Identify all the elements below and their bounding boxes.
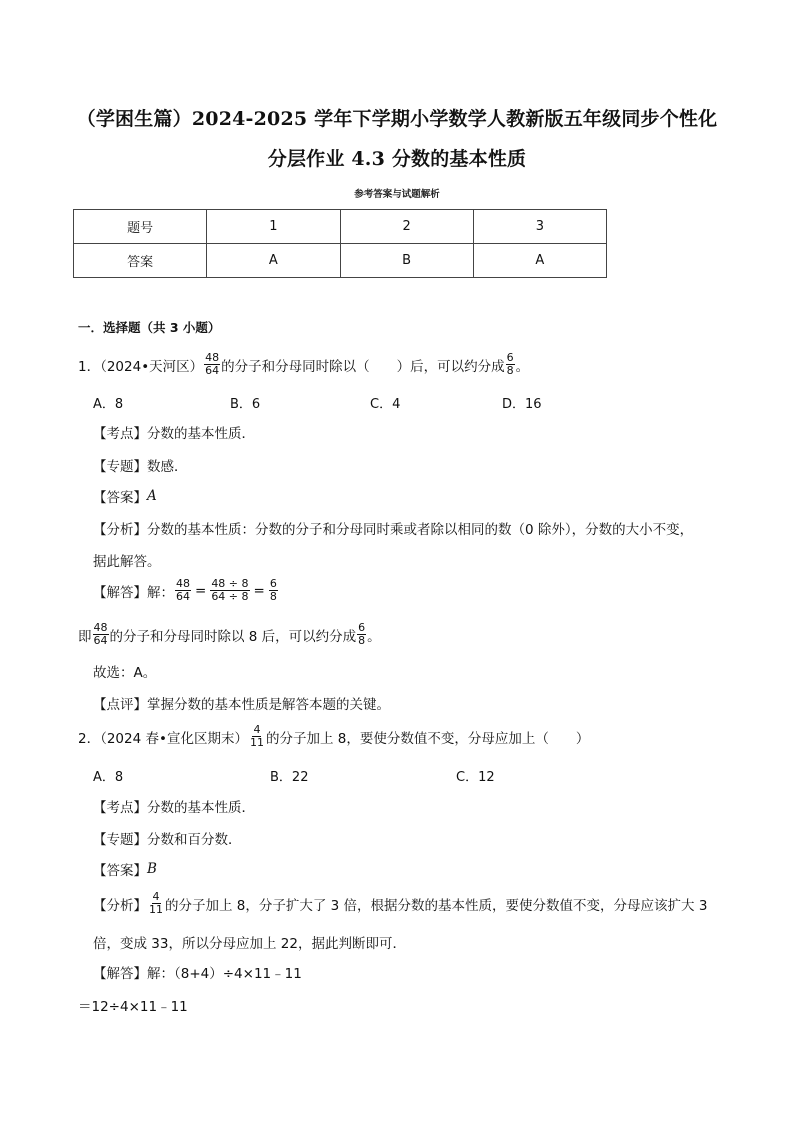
fraction-denominator: 64 — [93, 634, 108, 647]
label-tag: 【考点】 — [93, 426, 147, 442]
option-c: C．4 — [370, 397, 401, 412]
fraction-numerator: 48 — [205, 351, 220, 364]
fraction — [269, 578, 278, 603]
fraction-denominator: 64 — [176, 590, 190, 603]
fraction-denominator: 11 — [149, 903, 163, 916]
table-row — [74, 244, 607, 278]
fraction — [249, 724, 265, 749]
table-cell: 1 — [207, 210, 340, 244]
option-b: B．6 — [230, 397, 261, 412]
answer-table — [73, 209, 607, 278]
q1-conclusion — [78, 622, 381, 647]
q1-fenxi-continued: 据此解答。 — [93, 554, 161, 570]
q1-zhuanti — [93, 455, 188, 475]
label-content: 。 — [367, 628, 381, 645]
q1-dianping — [93, 693, 390, 713]
label-content: 数感． — [147, 459, 188, 475]
question-2-stem — [78, 724, 589, 749]
table-cell: 2 — [340, 210, 473, 244]
fraction — [506, 352, 515, 377]
fraction-numerator: 4 — [253, 723, 261, 736]
question-2-prefix: 2．（2024 春•宣化区期末） — [78, 730, 248, 747]
table-cell: 题号 — [74, 210, 207, 244]
label-tag: 【专题】 — [93, 832, 147, 848]
document-title-line-1: （学困生篇）2024-2025 学年下学期小学数学人教新版五年级同步个性化 — [76, 108, 718, 130]
label-content: 分数的基本性质：分数的分子和分母同时乘或者除以相同的数（0 除外），分数的大小不变， — [147, 522, 694, 538]
q2-jieda — [93, 962, 302, 982]
equals-sign: = — [253, 582, 265, 599]
document-subtitle: 参考答案与试题解析 — [354, 189, 440, 200]
option-a: A．8 — [93, 770, 124, 785]
table-cell: 3 — [473, 210, 606, 244]
document-title-line-2: 分层作业 4.3 分数的基本性质 — [267, 148, 527, 170]
label-content: 解： — [147, 584, 174, 601]
option-b: B．22 — [270, 770, 309, 785]
label-tag: 【分析】 — [93, 897, 147, 914]
label-content: 解：（8+4）÷4×11﹣11 — [147, 966, 302, 982]
fraction-denominator: 8 — [506, 364, 514, 377]
question-1-prefix: 1．（2024•天河区） — [78, 358, 204, 375]
fraction-denominator: 64 ÷ 8 — [211, 590, 249, 603]
label-content: 的分子加上 8，分子扩大了 3 倍，根据分数的基本性质，要使分数值不变，分母应该扩大 3 — [165, 897, 708, 914]
q1-kaodian — [93, 422, 255, 442]
answer-value: B — [147, 861, 157, 877]
q1-jieda — [93, 578, 279, 603]
table-cell: 答案 — [74, 244, 207, 278]
label-content: 即 — [78, 628, 92, 645]
table-cell: A — [207, 244, 340, 278]
fraction — [175, 578, 191, 603]
q2-kaodian — [93, 796, 255, 816]
option-a: A．8 — [93, 397, 124, 412]
fraction-denominator: 8 — [358, 634, 366, 647]
table-cell: B — [340, 244, 473, 278]
label-tag: 【答案】 — [93, 863, 147, 879]
section-title: 一．选择题（共 3 小题） — [78, 320, 221, 335]
label-content: 分数和百分数． — [147, 832, 242, 848]
question-2-middle: 的分子加上 8，要使分数值不变，分母应加上（ ） — [265, 730, 590, 747]
fraction-numerator: 48 — [93, 621, 108, 634]
fraction-numerator: 4 — [152, 890, 160, 903]
fraction — [93, 622, 109, 647]
option-d: D．16 — [502, 397, 542, 412]
fraction — [357, 622, 366, 647]
option-c: C．12 — [456, 770, 495, 785]
label-content: 分数的基本性质． — [147, 800, 255, 816]
table-row — [74, 210, 607, 244]
fraction — [148, 891, 164, 916]
q1-guxuan: 故选：A。 — [93, 665, 157, 681]
fraction — [210, 578, 249, 603]
q1-fenxi — [93, 518, 693, 538]
fraction-numerator: 6 — [358, 621, 366, 634]
table-cell: A — [473, 244, 606, 278]
q2-fenxi-continued: 倍，变成 33，所以分母应加上 22，据此判断即可． — [93, 936, 406, 952]
fraction-numerator: 6 — [269, 577, 277, 590]
label-tag: 【解答】 — [93, 584, 147, 601]
q1-daan — [93, 486, 157, 506]
fraction-denominator: 64 — [205, 364, 220, 377]
fraction-numerator: 48 ÷ 8 — [211, 577, 249, 590]
q2-step-2: ＝12÷4×11﹣11 — [78, 999, 188, 1015]
label-tag: 【答案】 — [93, 490, 147, 506]
q2-daan — [93, 859, 157, 879]
label-content: 的分子和分母同时除以 8 后，可以约分成 — [109, 628, 357, 645]
q2-fenxi — [93, 891, 707, 916]
fraction-denominator: 11 — [249, 736, 264, 749]
label-content: 分数的基本性质． — [147, 426, 255, 442]
answer-value: A — [147, 488, 157, 504]
question-1-stem — [78, 352, 529, 377]
label-tag: 【解答】 — [93, 966, 147, 982]
label-tag: 【专题】 — [93, 459, 147, 475]
fraction — [204, 352, 220, 377]
question-1-middle: 的分子和分母同时除以（ ）后，可以约分成 — [221, 358, 505, 375]
fraction-numerator: 48 — [176, 577, 190, 590]
label-tag: 【点评】 — [93, 697, 147, 713]
fraction-denominator: 8 — [269, 590, 277, 603]
equals-sign: = — [195, 582, 207, 599]
label-tag: 【分析】 — [93, 522, 147, 538]
fraction-numerator: 6 — [506, 351, 514, 364]
label-tag: 【考点】 — [93, 800, 147, 816]
label-content: 掌握分数的基本性质是解答本题的关键。 — [147, 697, 390, 713]
q2-zhuanti — [93, 828, 242, 848]
question-1-suffix: 。 — [515, 358, 530, 375]
